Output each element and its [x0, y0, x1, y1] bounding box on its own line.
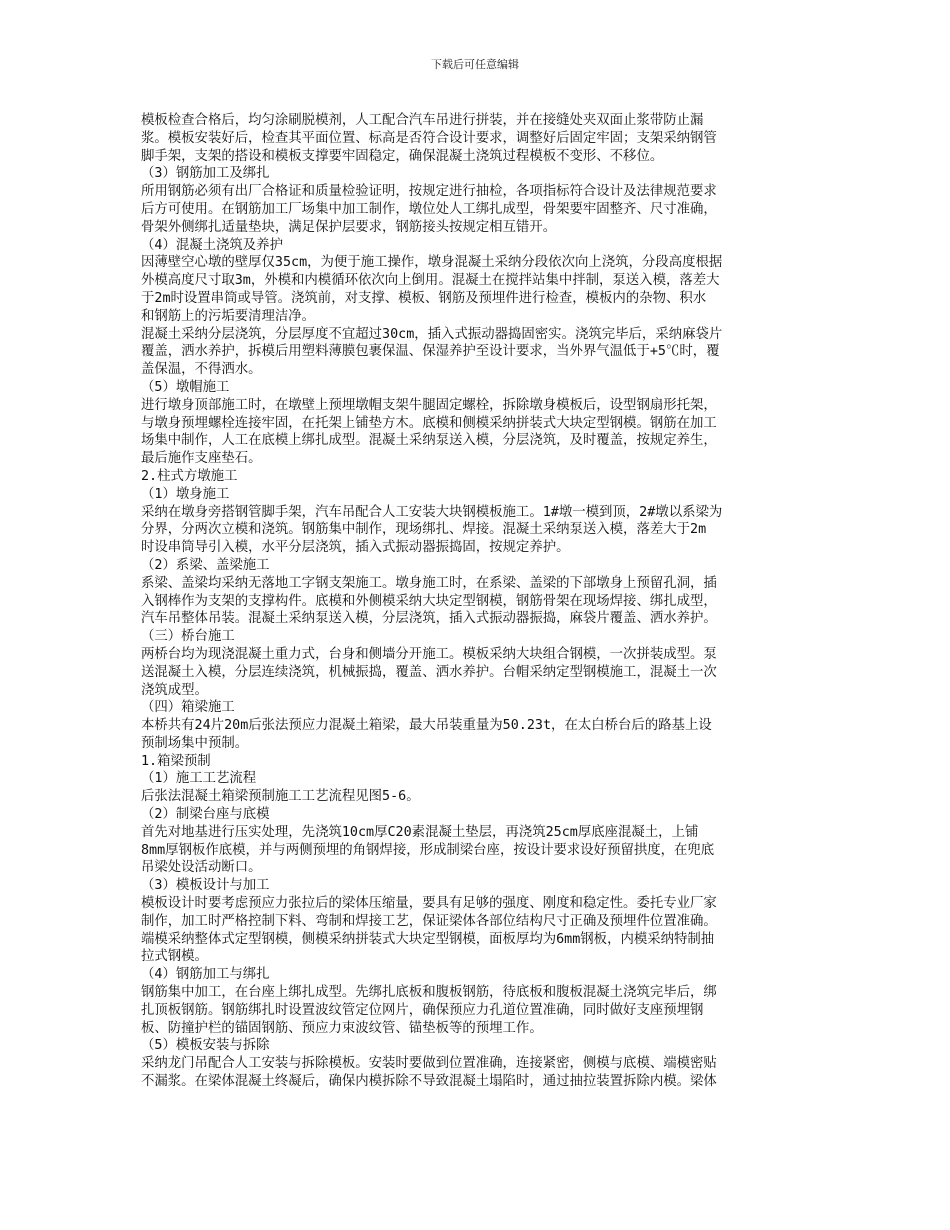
text-line: 盖保温，不得洒水。: [141, 362, 262, 378]
text-line: 后张法混凝土箱梁预制施工工艺流程见图5-6。: [141, 789, 420, 805]
text-line: 混凝土采纳分层浇筑，分层厚度不宜超过30cm，插入式振动器捣固密实。浇筑完毕后，采纳麻袋片: [141, 326, 723, 342]
text-line: 两桥台均为现浇混凝土重力式，台身和侧墙分开施工。模板采纳大块组合钢模，一次拼装成型。泵: [141, 646, 717, 662]
text-line: （1）墩身施工: [141, 486, 230, 502]
text-line: 和钢筋上的污垢要清理洁净。: [141, 308, 316, 324]
text-line: （4）混凝土浇筑及养护: [141, 237, 283, 253]
text-line: 扎顶板钢筋。钢筋绑扎时设置波纹管定位网片，确保预应力孔道位置准确，同时做好支座预埋钢: [141, 1002, 704, 1018]
text-line: 制作，加工时严格控制下料、弯制和焊接工艺，保证梁体各部位结构尺寸正确及预埋件位置准确。: [141, 913, 717, 929]
text-line: 采纳龙门吊配合人工安装与拆除模板。安装时要做到位置准确，连接紧密，侧模与底模、端模密贴: [141, 1056, 717, 1072]
text-line: 分界，分两次立模和浇筑。钢筋集中制作，现场绑扎、焊接。混凝土采纳泵送入模，落差大于2m: [141, 522, 707, 538]
text-line: 预制场集中预制。: [141, 735, 249, 751]
text-line: （3）钢筋加工及绑扎: [141, 166, 270, 182]
text-line: 采纳在墩身旁搭钢管脚手架，汽车吊配合人工安装大块钢模板施工。1#墩一模到顶，2#墩以系梁为: [141, 504, 723, 520]
text-line: （四）箱梁施工: [141, 700, 235, 716]
page-header: 下载后可任意编辑: [431, 58, 519, 71]
text-line: 入钢棒作为支架的支撑构件。底模和外侧模采纳大块定型钢模，钢筋骨架在现场焊接、绑扎成型，: [141, 593, 717, 609]
text-line: （4）钢筋加工与绑扎: [141, 967, 270, 983]
text-line: 后方可使用。在钢筋加工厂场集中加工制作，墩位处人工绑扎成型，骨架要牢固整齐、尺寸准确，: [141, 201, 717, 217]
text-line: 模板检查合格后，均匀涂刷脱模剂，人工配合汽车吊进行拼装，并在接缝处夹双面止浆带防止漏: [141, 113, 704, 128]
text-line: 吊梁处设活动断口。: [141, 860, 262, 876]
text-line: 骨架外侧绑扎适量垫块，满足保护层要求，钢筋接头按规定相互错开。: [141, 219, 557, 235]
text-line: 1.箱梁预制: [141, 753, 211, 769]
text-line: （2）系梁、盖梁施工: [141, 557, 270, 573]
text-line: 场集中制作，人工在底模上绑扎成型。混凝土采纳泵送入模，分层浇筑，及时覆盖，按规定养生，: [141, 433, 717, 449]
text-line: 覆盖，洒水养护，拆模后用塑料薄膜包裹保温、保湿养护至设计要求，当外界气温低于+5℃时，覆: [141, 344, 720, 360]
text-line: 时设串筒导引入模，水平分层浇筑，插入式振动器振捣固，按规定养护。: [141, 540, 570, 556]
text-line: 所用钢筋必须有出厂合格证和质量检验证明，按规定进行抽检，各项指标符合设计及法律规范要求: [141, 184, 717, 200]
text-line: 于2m时设置串筒或导管。浇筑前，对支撑、模板、钢筋及预埋件进行检查，模板内的杂物、积水: [141, 290, 707, 306]
text-line: 端模采纳整体式定型钢模，侧模采纳拼装式大块定型钢模，面板厚均为6mm钢板，内模采纳特制抽: [141, 931, 715, 947]
text-line: （3）模板设计与加工: [141, 878, 270, 894]
text-line: 拉式钢模。: [141, 949, 208, 965]
text-line: 2.柱式方墩施工: [141, 468, 238, 484]
text-line: 因薄壁空心墩的壁厚仅35cm，为便于施工操作，墩身混凝土采纳分段依次向上浇筑，分段高度根据: [141, 255, 723, 271]
document-body: [141, 112, 813, 1091]
text-line: （5）模板安装与拆除: [141, 1038, 270, 1054]
text-line: 外模高度尺寸取3m，外模和内模循环依次向上倒用。混凝土在搅拌站集中拌制，泵送入模，落差大: [141, 273, 720, 289]
text-line: 8mm厚钢板作底模，并与两侧预埋的角钢焊接，形成制梁台座，按设计要求设好预留拱度，在兜底: [141, 842, 715, 858]
text-line: （5）墩帽施工: [141, 379, 230, 395]
text-line: 本桥共有24片20m后张法预应力混凝土箱梁，最大吊装重量为50.23t，在太白桥台后的路基上设: [141, 718, 712, 734]
text-line: 汽车吊整体吊装。混凝土采纳泵送入模，分层浇筑，插入式振动器振捣，麻袋片覆盖、洒水养护。: [141, 611, 717, 627]
text-line: 进行墩身顶部施工时，在墩壁上预埋墩帽支架牛腿固定螺栓，拆除墩身模板后，设型钢扇形托架，: [141, 397, 717, 413]
text-line: 钢筋集中加工，在台座上绑扎成型。先绑扎底板和腹板钢筋，待底板和腹板混凝土浇筑完毕后，绑: [141, 985, 717, 1001]
text-line: 首先对地基进行压实处理，先浇筑10cm厚C20素混凝土垫层，再浇筑25cm厚底座混凝土，上铺: [141, 824, 699, 840]
text-line: （三）桥台施工: [141, 629, 235, 645]
text-line: 脚手架，支架的搭设和模板支撑要牢固稳定，确保混凝土浇筑过程模板不变形、不移位。: [141, 148, 664, 164]
text-line: （2）制梁台座与底模: [141, 807, 270, 823]
text-line: 浇筑成型。: [141, 682, 208, 698]
text-line: 模板设计时要考虑预应力张拉后的梁体压缩量，要具有足够的强度、刚度和稳定性。委托专业厂家: [141, 896, 717, 912]
text-line: 系梁、盖梁均采纳无落地工字钢支架施工。墩身施工时，在系梁、盖梁的下部墩身上预留孔洞，插: [141, 575, 717, 591]
text-line: 送混凝土入模，分层连续浇筑，机械振捣，覆盖、洒水养护。台帽采纳定型钢模施工，混凝土一次: [141, 664, 717, 680]
text-line: 板、防撞护栏的锚固钢筋、预应力束波纹管、锚垫板等的预埋工作。: [141, 1020, 543, 1036]
text-line: 与墩身预埋螺栓连接牢固，在托架上铺垫方木。底模和侧模采纳拼装式大块定型钢模。钢筋在加工: [141, 415, 717, 431]
text-line: 不漏浆。在梁体混凝土终凝后，确保内模拆除不导致混凝土塌陷时，通过抽拉装置拆除内模。梁体: [141, 1074, 717, 1090]
text-line: 最后施作支座垫石。: [141, 451, 262, 467]
text-line: （1）施工工艺流程: [141, 771, 257, 787]
text-line: 浆。模板安装好后，检查其平面位置、标高是否符合设计要求，调整好后固定牢固；支架采纳钢管: [141, 130, 717, 146]
